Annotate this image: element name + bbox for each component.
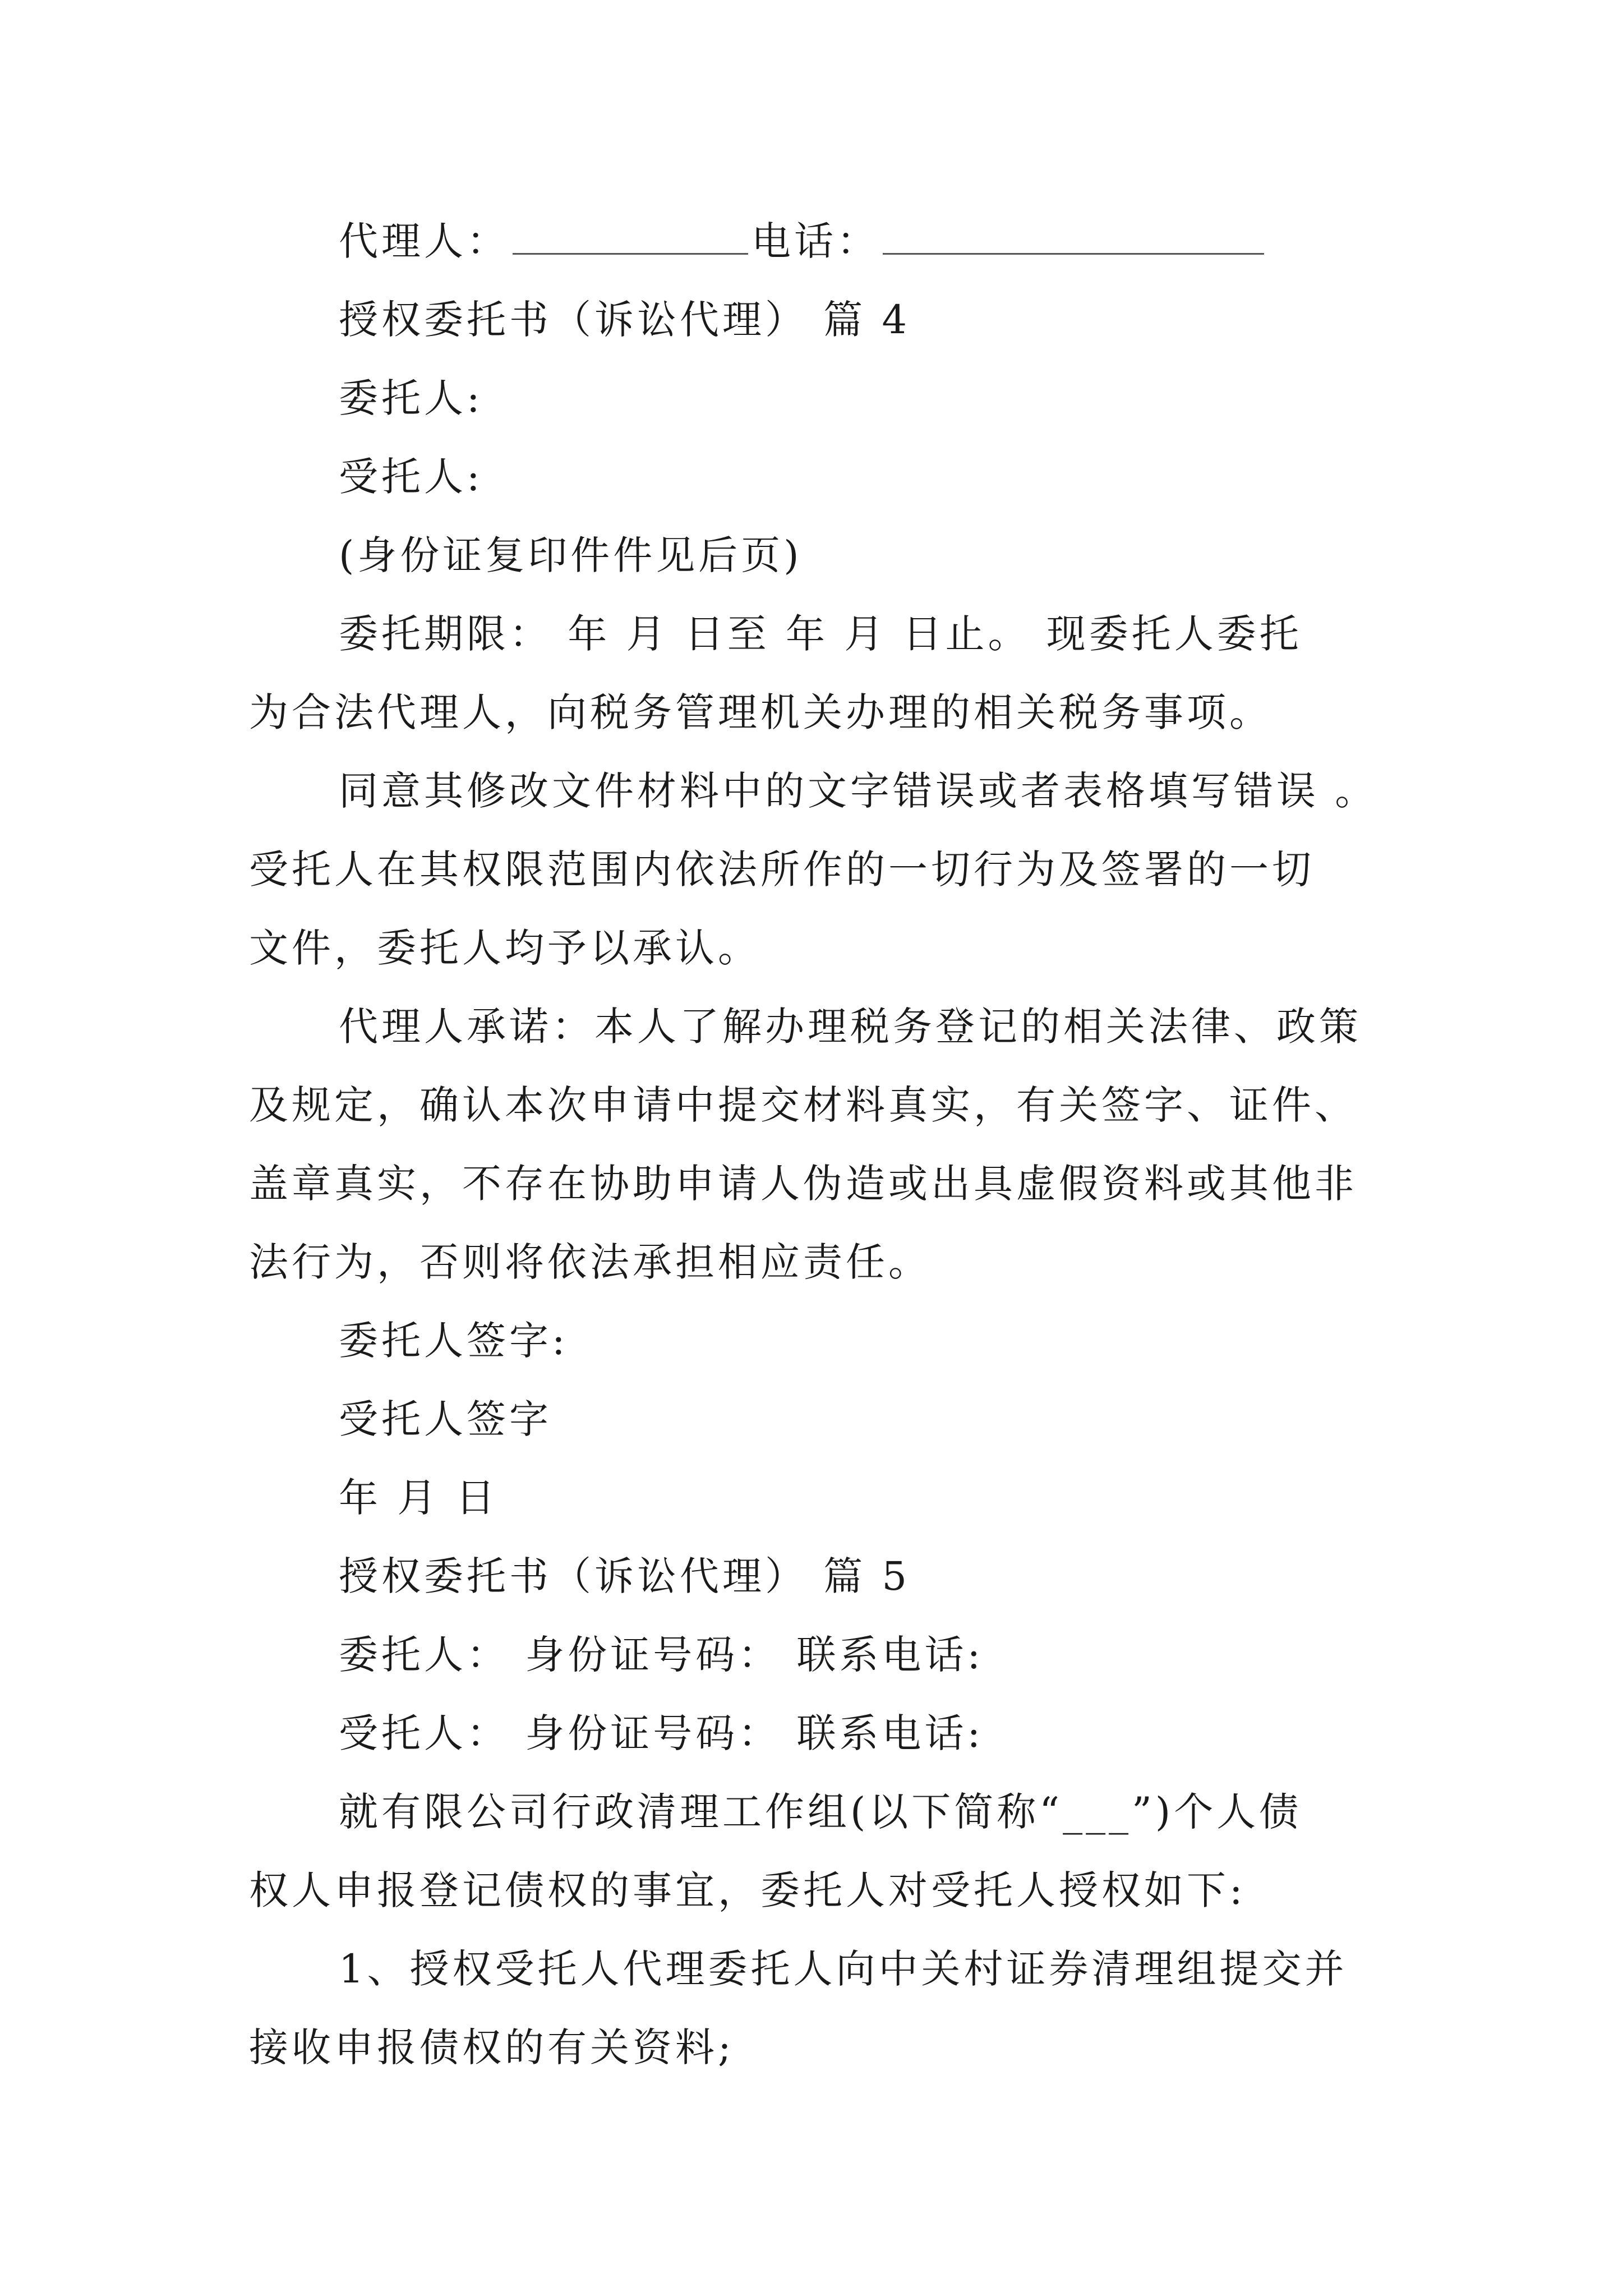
paragraph-line: 法行为，否则将依法承担相应责任。 [249,1239,931,1285]
paragraph-line: 盖章真实，不存在协助申请人伪造或出具虚假资料或其他非 [249,1161,1357,1207]
paragraph-line: 委托期限： 年 月 日至 年 月 日止。 现委托人委托 [339,611,1302,657]
paragraph-line: 同意其修改文件材料中的文字错误或者表格填写错误 。 [339,768,1378,814]
principal-line: 委托人: [339,375,483,421]
trustee-signature-line: 受托人签字 [339,1396,552,1442]
phone-label: 电话： [751,218,879,264]
section-heading-4: 授权委托书（诉讼代理） 篇 4 [339,297,911,343]
trustee-line: 受托人: [339,454,483,500]
paragraph-line: 及规定，确认本次申请中提交材料真实，有关签字、证件、 [249,1082,1357,1128]
paragraph-line: 受托人在其权限范围内依法所作的一切行为及签署的一切 [249,846,1315,892]
paragraph-line: 为合法代理人，向税务管理机关办理的相关税务事项。 [249,689,1272,735]
list-item-1: 1、授权受托人代理委托人向中关村证券清理组提交并 [339,1946,1348,1992]
principal-id-line: 委托人： 身份证号码： 联系电话: [339,1632,984,1678]
trustee-id-line: 受托人： 身份证号码： 联系电话: [339,1710,984,1756]
document-body [249,202,1393,2087]
principal-signature-line: 委托人签字: [339,1318,569,1364]
list-item-1-cont: 接收申报债权的有关资料; [249,2024,735,2070]
agent-phone-line [249,202,1393,280]
paragraph-line: 文件，委托人均予以承认。 [249,925,760,971]
phone-blank [883,214,1264,255]
paragraph-line: 就有限公司行政清理工作组(以下简称“___”)个人债 [339,1789,1302,1835]
agent-blank [513,214,748,255]
paragraph-line: 代理人承诺：本人了解办理税务登记的相关法律、政策 [339,1004,1362,1050]
agent-label: 代理人： [339,218,509,264]
date-line: 年 月 日 [339,1475,499,1521]
section-heading-5: 授权委托书（诉讼代理） 篇 5 [339,1553,911,1599]
paragraph-line: 权人申报登记债权的事宜，委托人对受托人授权如下: [249,1867,1246,1913]
id-copy-note: (身份证复印件件见后页) [339,532,803,578]
